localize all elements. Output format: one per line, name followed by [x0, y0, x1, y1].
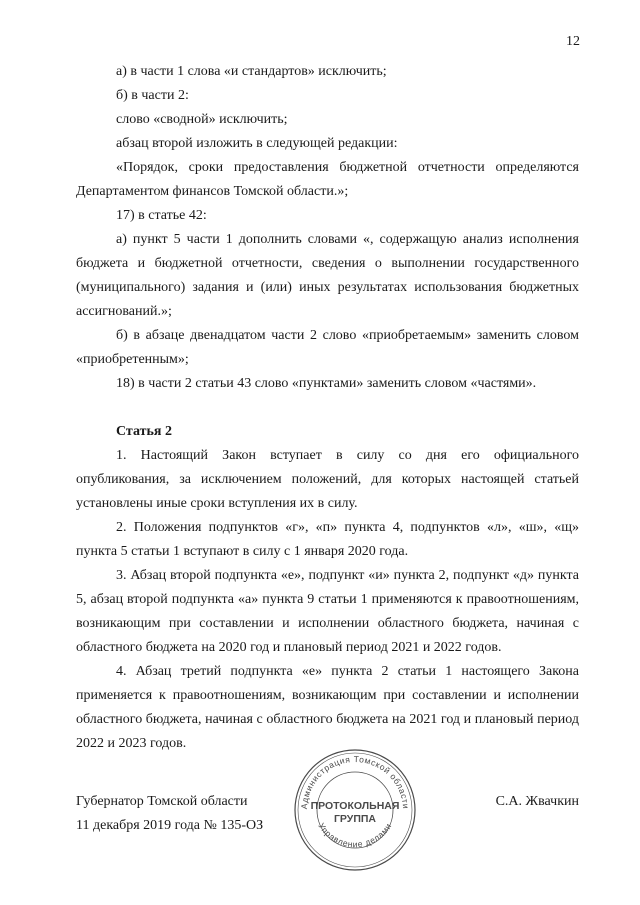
signatory-name: С.А. Жвачкин — [495, 794, 579, 809]
paragraph: абзац второй изложить в следующей редакции: — [116, 136, 398, 151]
paragraph: а) в части 1 слова «и стандартов» исключить; — [116, 64, 387, 79]
document-body — [76, 60, 579, 756]
paragraph: б) в части 2: — [116, 88, 189, 103]
signatory-position: Губернатор Томской области — [76, 794, 248, 809]
paragraph: 17) в статье 42: — [116, 208, 207, 223]
section-gap — [76, 396, 579, 420]
paragraph: б) в абзаце двенадцатом части 2 слово «приобретаемым» заменить словом «приобретенным»; — [76, 328, 579, 367]
stamp-center-line2: ГРУППА — [333, 813, 377, 825]
svg-text:Управление делами — [316, 821, 393, 849]
paragraph: «Порядок, сроки предоставления бюджетной отчетности определяются Департаментом финансов Томской области.»; — [76, 160, 579, 199]
law-date-number: 11 декабря 2019 года № 135-ОЗ — [76, 818, 264, 833]
paragraph: 18) в части 2 статьи 43 слово «пунктами» заменить словом «частями». — [116, 376, 537, 391]
signature-block-left — [76, 790, 263, 838]
article-heading: Статья 2 — [116, 424, 172, 439]
stamp-ring-text: Администрация Томской области — [298, 753, 412, 810]
paragraph: 1. Настоящий Закон вступает в силу со дня его официального опубликования, за исключением положений, для которых настоящей статьей установлены иные сроки вступления их в силу. — [76, 448, 579, 511]
paragraph: 3. Абзац второй подпункта «е», подпункт «и» пункта 2, подпункт «д» пункта 5, абзац второй подпункта «а» пункта 9 статьи 1 применяются к правоотношениям, возникающим при составлении и исполнении областного бюджета, начиная с областного бюджета на 2020 год и плановый период 2021 и 2022 годов. — [76, 568, 579, 655]
official-stamp-seal — [293, 748, 417, 872]
paragraph: а) пункт 5 части 1 дополнить словами «, содержащую анализ исполнения бюджета и бюджетной отчетности, сведения о выполнении государственного (муниципального) задания и (или) иных результатах использования бюджетных ассигнований.»; — [76, 232, 579, 319]
page-number: 12 — [566, 34, 580, 49]
paragraph: слово «сводной» исключить; — [116, 112, 288, 127]
stamp-center-line1: ПРОТОКОЛЬНАЯ — [310, 800, 400, 812]
paragraph: 4. Абзац третий подпункта «е» пункта 2 статьи 1 настоящего Закона применяется к правоотношениям, возникающим при составлении и исполнении областного бюджета, начиная с областного бюджета на 2021 год и плановый период 2022 и 2023 годов. — [76, 664, 579, 751]
stamp-bottom-text: Управление делами — [316, 821, 394, 850]
paragraph: 2. Положения подпунктов «г», «п» пункта 4, подпунктов «л», «ш», «щ» пункта 5 статьи 1 вступают в силу с 1 января 2020 года. — [76, 520, 579, 559]
